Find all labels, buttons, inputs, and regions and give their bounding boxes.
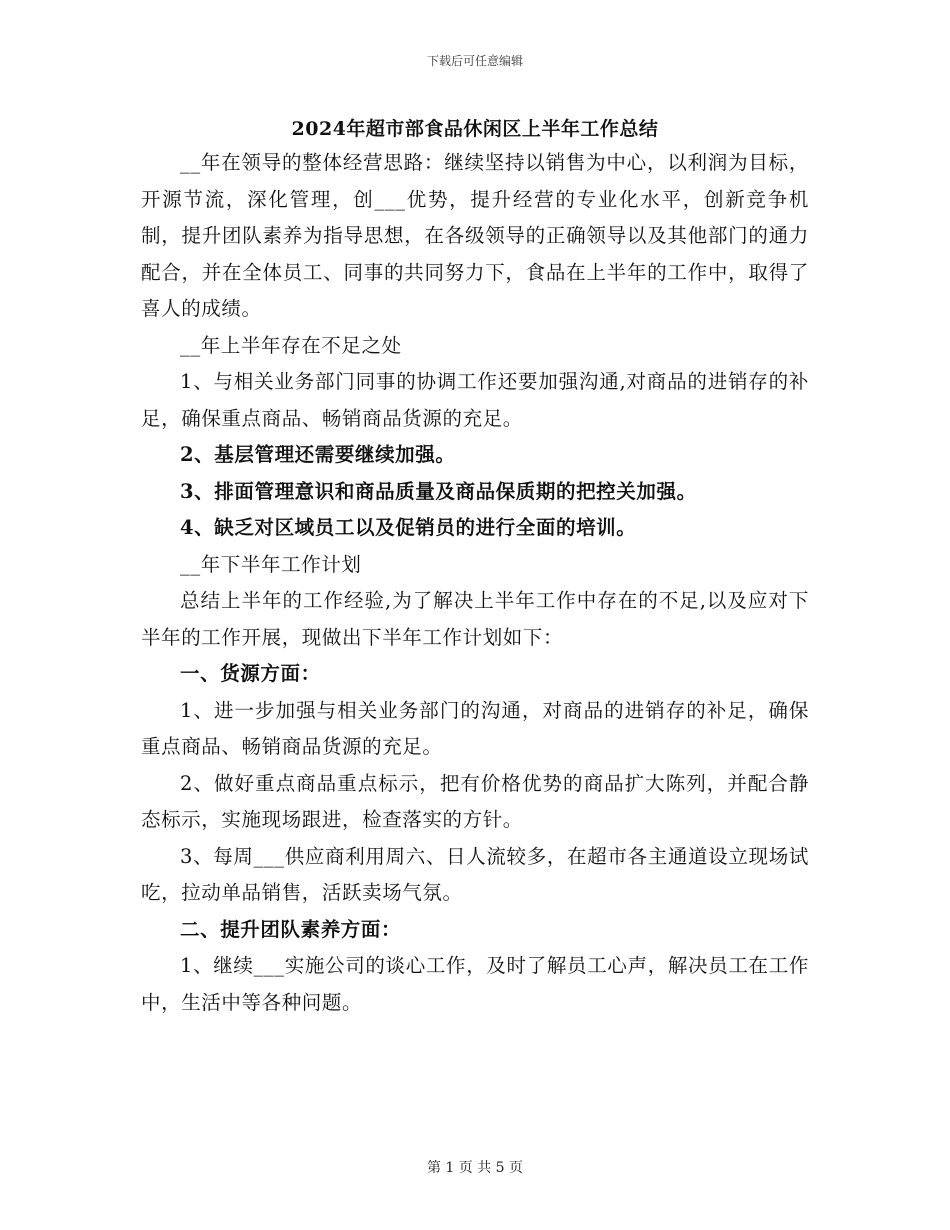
header-note: 下载后可任意编辑 (426, 54, 523, 68)
paragraph-plan-summary: 总结上半年的工作经验,为了解决上半年工作中存在的不足,以及应对下半年的工作开展，现做出下半年工作计划如下： (141, 589, 809, 649)
heading-work-plan: __年下半年工作计划 (180, 552, 362, 576)
paragraph-intro: __年在领导的整体经营思路：继续坚持以销售为中心，以利润为目标，开源节流，深化管理，创___优势，提升经营的专业化水平，创新竞争机制，提升团队素养为指导思想，在各级领导的正确领导以及其他部门的通力配合，并在全体员工、同事的共同努力下，食品在上半年的工作中，取得了喜人的成绩。 (141, 151, 809, 320)
section-heading-team: 二、提升团队素养方面： (180, 917, 402, 941)
paragraph-supply-2: 2、做好重点商品重点标示，把有价格优势的商品扩大陈列，并配合静态标示，实施现场跟进，检查落实的方针。 (141, 771, 809, 831)
page-number: 第 1 页 共 5 页 (426, 1160, 524, 1176)
paragraph-shortcoming-2: 2、基层管理还需要继续加强。 (180, 443, 456, 466)
section-heading-supply: 一、货源方面： (180, 662, 321, 685)
paragraph-supply-3: 3、每周___供应商利用周六、日人流较多，在超市各主通道设立现场试吃，拉动单品销售，活跃卖场气氛。 (141, 844, 809, 904)
paragraph-team-1: 1、继续___实施公司的谈心工作，及时了解员工心声，解决员工在工作中，生活中等各种问题。 (141, 954, 809, 1014)
paragraph-shortcoming-4: 4、缺乏对区域员工以及促销员的进行全面的培训。 (180, 516, 637, 539)
document-body (141, 145, 809, 1021)
paragraph-supply-1: 1、进一步加强与相关业务部门的沟通，对商品的进销存的补足，确保重点商品、畅销商品货源的充足。 (141, 698, 809, 758)
paragraph-shortcoming-1: 1、与相关业务部门同事的协调工作还要加强沟通,对商品的进销存的补足，确保重点商品、畅销商品货源的充足。 (141, 370, 809, 430)
heading-shortcomings: __年上半年存在不足之处 (180, 333, 402, 357)
paragraph-shortcoming-3: 3、排面管理意识和商品质量及商品保质期的把控关加强。 (180, 479, 697, 503)
document-title: 2024年超市部食品休闲区上半年工作总结 (291, 118, 659, 140)
